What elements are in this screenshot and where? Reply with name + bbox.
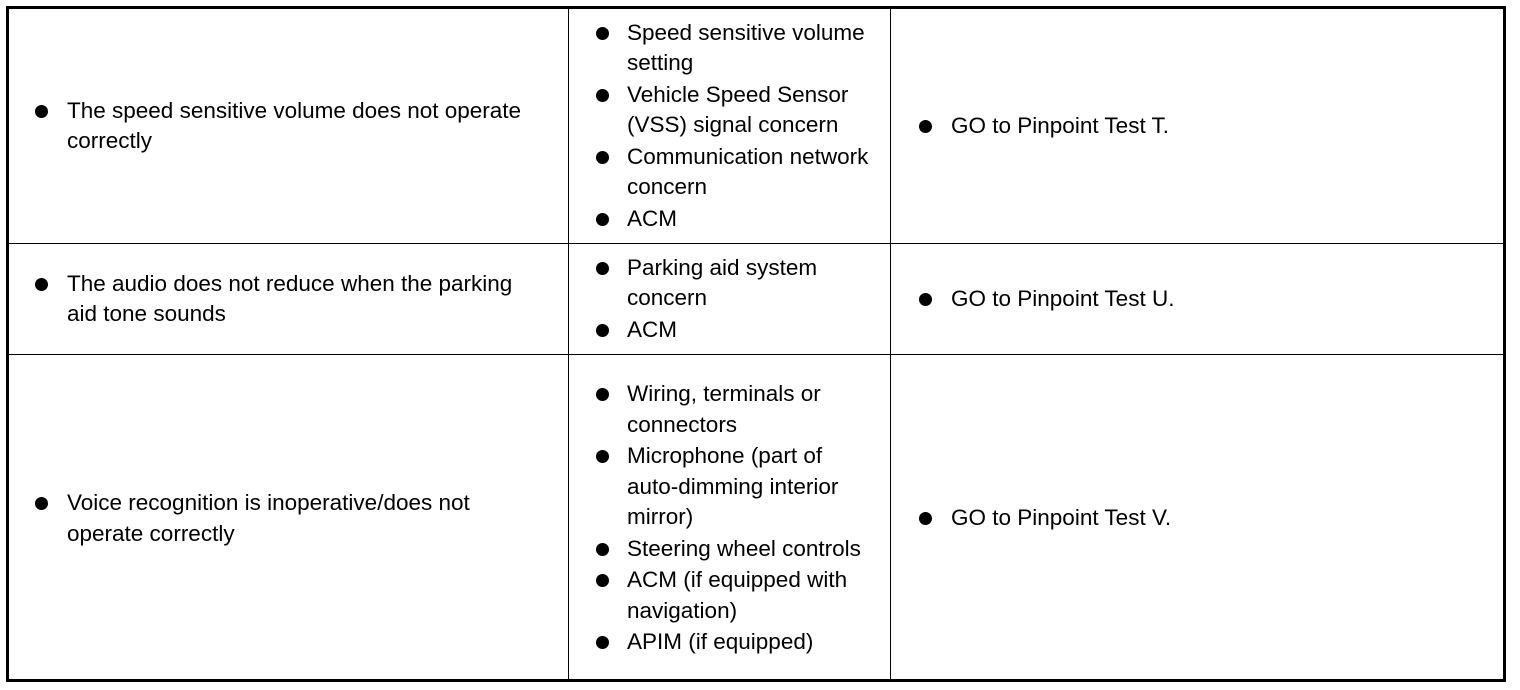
bullet-icon: [596, 324, 609, 337]
possible-sources-list: [594, 17, 878, 236]
list-item: [917, 503, 1483, 534]
condition-cell: [9, 244, 569, 354]
bullet-icon: [596, 151, 609, 164]
action-cell: [891, 355, 1503, 682]
action-text: GO to Pinpoint Test V.: [951, 505, 1172, 531]
source-text: Parking aid system concern: [627, 254, 818, 311]
condition-cell: [9, 355, 569, 682]
source-text: Wiring, terminals or connectors: [627, 381, 821, 437]
bullet-icon: [35, 105, 48, 118]
list-item: [594, 627, 878, 658]
list-item: [594, 204, 878, 235]
bullet-icon: [596, 27, 609, 40]
bullet-icon: [596, 213, 609, 226]
source-text: ACM: [627, 205, 677, 231]
source-text: Speed sensitive volume setting: [627, 19, 865, 76]
bullet-icon: [596, 89, 609, 102]
condition-text: Voice recognition is inoperative/does not operate correctly: [67, 490, 470, 546]
possible-sources-cell: [569, 355, 891, 682]
table-row: [9, 244, 1503, 355]
list-item: [594, 565, 878, 626]
action-text: GO to Pinpoint Test T.: [951, 112, 1170, 138]
bullet-icon: [596, 262, 609, 275]
bullet-icon: [596, 450, 609, 463]
bullet-icon: [35, 278, 48, 291]
list-item: [594, 80, 878, 141]
list-item: [594, 253, 878, 314]
bullet-icon: [919, 293, 932, 306]
possible-sources-list: [594, 378, 878, 659]
action-list: [917, 110, 1483, 143]
symptom-chart-table: [6, 6, 1506, 682]
source-text: Microphone (part of auto-dimming interior mirror): [627, 443, 839, 530]
bullet-icon: [919, 512, 932, 525]
list-item: [594, 534, 878, 565]
list-item: [594, 379, 878, 440]
bullet-icon: [35, 497, 48, 510]
list-item: [594, 441, 878, 533]
possible-sources-list: [594, 252, 878, 347]
source-text: ACM: [627, 316, 677, 342]
action-list: [917, 283, 1483, 316]
list-item: [594, 18, 878, 79]
action-cell: [891, 244, 1503, 354]
list-item: [33, 96, 548, 157]
list-item: [33, 269, 548, 330]
bullet-icon: [596, 388, 609, 401]
list-item: [33, 488, 548, 549]
condition-list: [33, 268, 548, 331]
list-item: [917, 111, 1483, 142]
list-item: [594, 142, 878, 203]
bullet-icon: [596, 636, 609, 649]
source-text: Vehicle Speed Sensor (VSS) signal concern: [627, 81, 849, 138]
action-text: GO to Pinpoint Test U.: [951, 285, 1175, 311]
possible-sources-cell: [569, 9, 891, 243]
bullet-icon: [596, 574, 609, 587]
source-text: ACM (if equipped with navigation): [627, 567, 848, 623]
possible-sources-cell: [569, 244, 891, 354]
source-text: APIM (if equipped): [627, 629, 814, 655]
source-text: Communication network concern: [627, 143, 869, 200]
action-cell: [891, 9, 1503, 243]
table-row: [9, 9, 1503, 244]
action-list: [917, 502, 1483, 535]
condition-text: The audio does not reduce when the parking aid tone sounds: [67, 270, 513, 326]
bullet-icon: [596, 543, 609, 556]
list-item: [594, 315, 878, 346]
list-item: [917, 284, 1483, 315]
source-text: Steering wheel controls: [627, 535, 861, 561]
condition-list: [33, 95, 548, 158]
bullet-icon: [919, 120, 932, 133]
condition-cell: [9, 9, 569, 243]
table-row: [9, 355, 1503, 682]
condition-list: [33, 487, 548, 550]
condition-text: The speed sensitive volume does not operate correctly: [67, 97, 522, 153]
